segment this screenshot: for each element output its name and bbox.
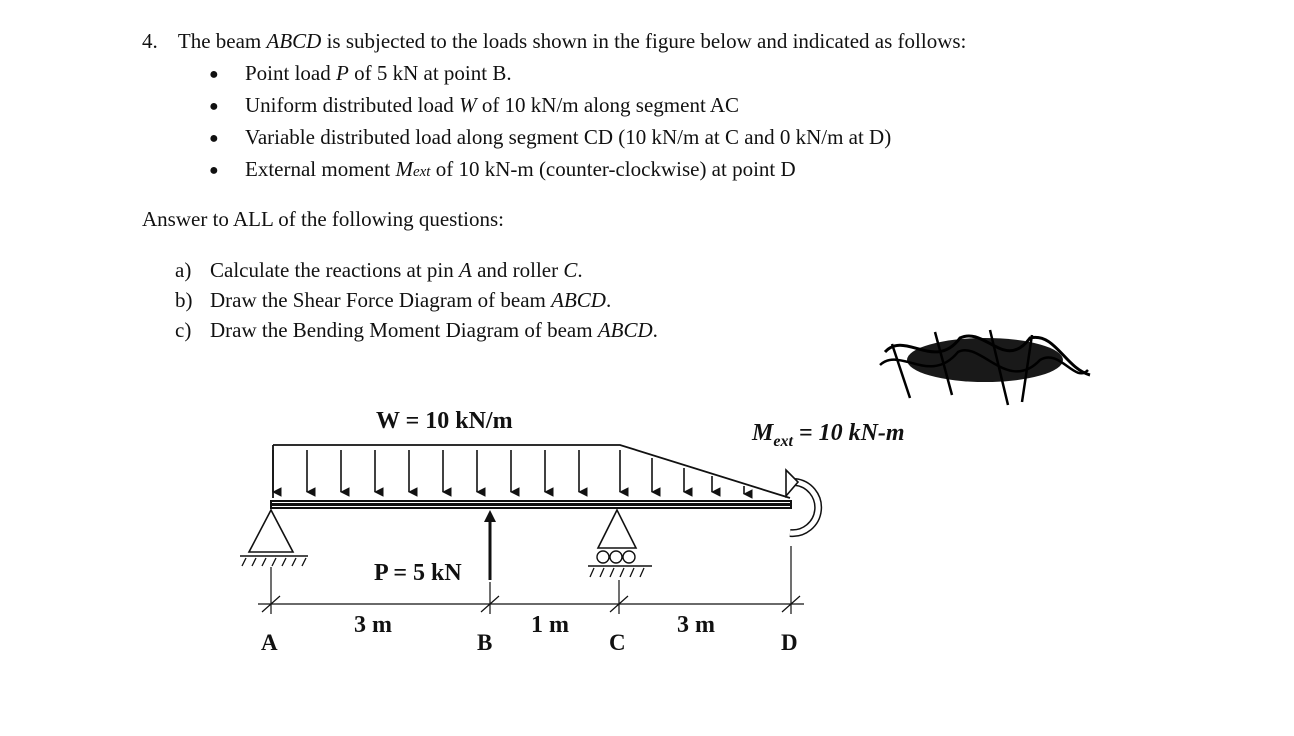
question-number: 4. (142, 29, 158, 53)
dim-bc-label: 1 m (531, 612, 569, 638)
bullet-4-text-b: of 10 kN-m (counter-clockwise) at point D (430, 157, 796, 181)
point-a-label: A (261, 630, 278, 655)
moment-label-m: M (752, 420, 774, 446)
point-c-label: C (609, 630, 626, 655)
dim-cd-label: 3 m (677, 612, 715, 638)
question-text-beam: ABCD (266, 29, 322, 53)
point-load-label: P = 5 kN (374, 560, 462, 586)
sub-a-text-1: Calculate the reactions at pin (210, 258, 459, 282)
question-text-1: The beam (177, 29, 267, 53)
sub-c-symbol-abcd: ABCD (597, 318, 653, 342)
bullet-3-text: Variable distributed load along segment CD (10 kN/m at C and 0 kN/m at D) (245, 125, 892, 149)
question-text-2: is subjected to the loads shown in the figure below and indicated as follows: (321, 29, 967, 53)
bullet-2-symbol-w: W (459, 93, 477, 117)
roller-support-c (588, 510, 652, 577)
beam (271, 501, 791, 508)
udl-arrows (273, 450, 620, 492)
bullet-4-symbol-m: M (395, 157, 413, 181)
sub-c-text-2: . (652, 318, 658, 342)
point-load-p-arrow (484, 510, 496, 580)
bullet-2-text-a: Uniform distributed load (245, 93, 460, 117)
point-d-label: D (781, 630, 798, 655)
sub-question-a-label: a) (175, 258, 192, 282)
bullet-2-text-b: of 10 kN/m along segment AC (476, 93, 740, 117)
sub-b-text-2: . (605, 288, 612, 312)
bullet-symbol-2: ● (209, 98, 219, 115)
w-load-label: W = 10 kN/m (376, 408, 513, 434)
sub-b-symbol-abcd: ABCD (551, 288, 606, 312)
bullet-1-text-a: Point load (245, 61, 337, 85)
sub-a-symbol-a: A (459, 258, 472, 282)
sub-a-text-3: . (577, 258, 583, 282)
sub-c-text-1: Draw the Bending Moment Diagram of beam (210, 318, 598, 342)
bullet-4-text-a: External moment (245, 157, 396, 181)
bullet-4-symbol-ext: ext (412, 164, 431, 180)
bullet-symbol-4: ● (209, 162, 219, 179)
pin-support-a (240, 510, 308, 566)
moment-label (752, 420, 905, 451)
moment-label-ext: ext (773, 432, 793, 450)
bullet-1-text-b: of 5 kN at point B. (348, 61, 512, 85)
triangular-load-arrows (652, 458, 744, 494)
bullet-1-symbol-p: P (336, 61, 349, 85)
sub-a-symbol-c: C (563, 258, 578, 282)
dimension-line (258, 546, 804, 614)
scribble-redaction (880, 330, 1090, 405)
bullet-symbol-1: ● (209, 66, 219, 83)
instruction-text: Answer to ALL of the following questions: (142, 207, 505, 231)
bullet-symbol-3: ● (209, 130, 219, 147)
sub-question-c-label: c) (175, 318, 192, 342)
point-b-label: B (477, 630, 493, 655)
sub-a-text-2: and roller (471, 258, 564, 282)
dim-ab-label: 3 m (354, 612, 392, 638)
sub-b-text-1: Draw the Shear Force Diagram of beam (210, 288, 552, 312)
moment-label-value: = 10 kN-m (792, 420, 905, 446)
sub-question-b-label: b) (175, 288, 193, 312)
